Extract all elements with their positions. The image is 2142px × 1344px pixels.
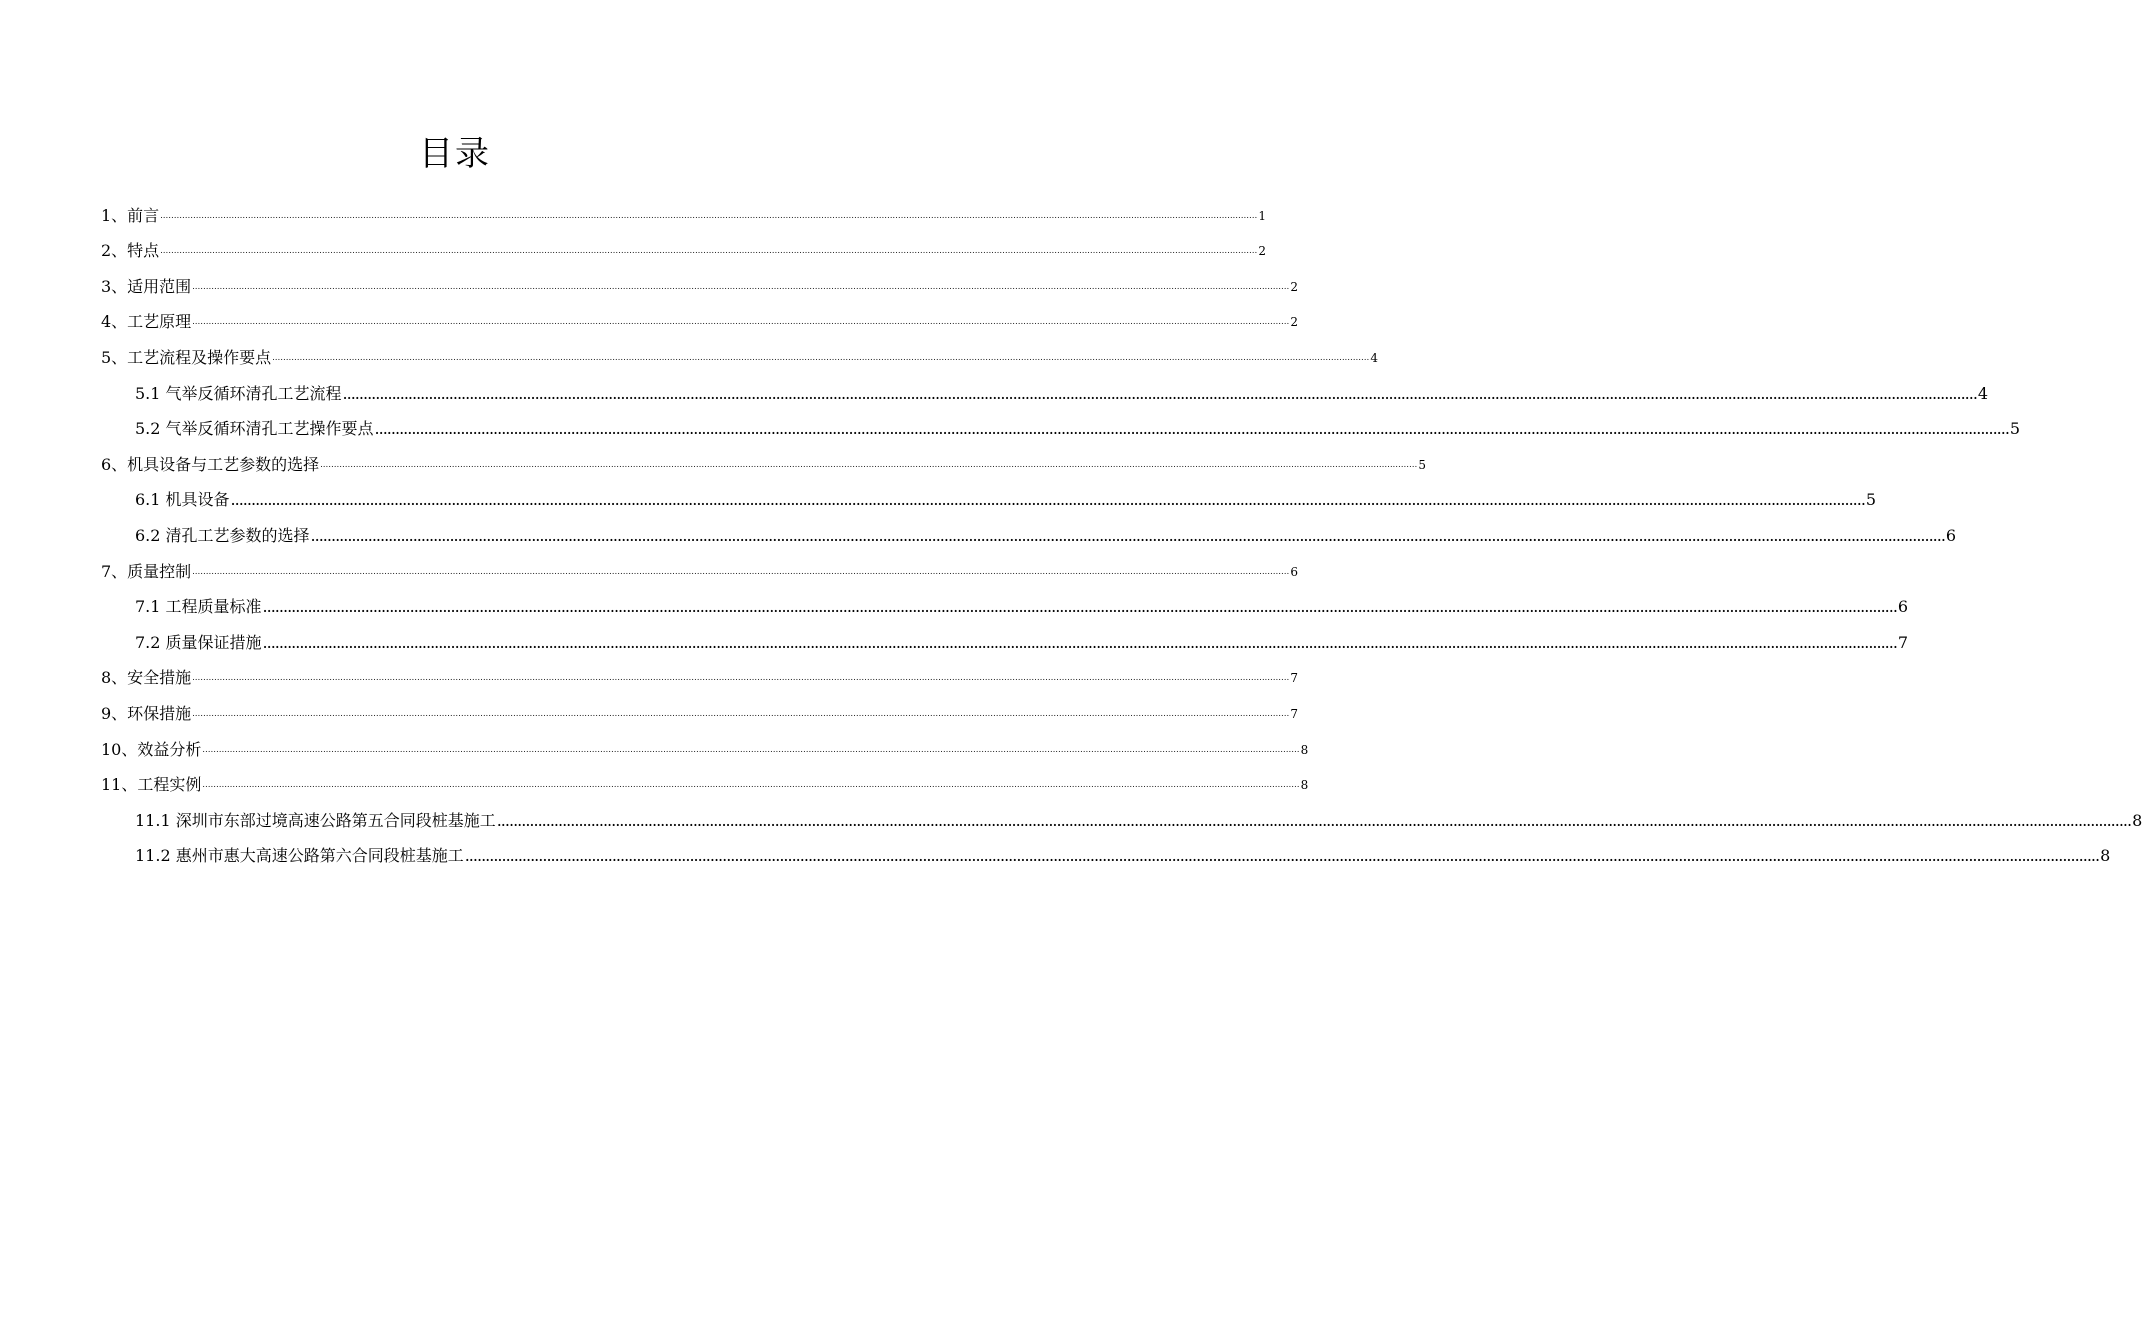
toc-page-number: 8 [1300, 742, 1309, 757]
toc-entry-2[interactable] [101, 226, 1267, 262]
toc-entry-label: 6.2 清孔工艺参数的选择 [135, 525, 310, 545]
toc-dot-leader: ................................................................................................................................................................................................................................................................................................................................................................................................................ [192, 281, 1290, 291]
toc-dot-leader: ................................................................................................................................................................................................................................................................................................................................................................................................................ [262, 597, 1897, 617]
toc-entry-label: 11.1 深圳市东部过境高速公路第五合同段桩基施工 [135, 810, 496, 830]
toc-dot-leader: ................................................................................................................................................................................................................................................................................................................................................................................................................ [496, 810, 2132, 830]
toc-entry-5-1[interactable] [101, 368, 1989, 404]
toc-dot-leader: ................................................................................................................................................................................................................................................................................................................................................................................................................ [230, 490, 1865, 510]
toc-entry-7-1[interactable] [101, 582, 1909, 618]
toc-dot-leader: ................................................................................................................................................................................................................................................................................................................................................................................................................ [342, 383, 1977, 403]
toc-page-number: 7 [1290, 706, 1299, 721]
toc-entry-label: 5.2 气举反循环清孔工艺操作要点 [135, 419, 374, 439]
toc-page-number: 2 [1258, 244, 1267, 259]
toc-dot-leader: ................................................................................................................................................................................................................................................................................................................................................................................................................ [272, 352, 1370, 362]
toc-page-number: 8 [1300, 778, 1309, 793]
toc-dot-leader: ................................................................................................................................................................................................................................................................................................................................................................................................................ [464, 846, 2100, 866]
toc-entry-label: 6、机具设备与工艺参数的选择 [101, 454, 320, 474]
toc-page-number: 1 [1258, 208, 1267, 223]
toc-entry-label: 1、前言 [101, 205, 160, 225]
toc-entry-label: 5.1 气举反循环清孔工艺流程 [135, 383, 342, 403]
toc-dot-leader: ................................................................................................................................................................................................................................................................................................................................................................................................................ [262, 632, 1897, 652]
toc-entry-5[interactable] [101, 332, 1379, 368]
toc-entry-label: 7.2 质量保证措施 [135, 632, 262, 652]
toc-dot-leader: ................................................................................................................................................................................................................................................................................................................................................................................................................ [192, 708, 1290, 718]
toc-entry-8[interactable] [101, 653, 1299, 689]
toc-page-number: 7 [1897, 632, 1909, 652]
toc-entry-7-2[interactable] [101, 617, 1909, 653]
toc-page-number: 6 [1897, 597, 1909, 617]
toc-page-number: 2 [1290, 315, 1299, 330]
toc-dot-leader: ................................................................................................................................................................................................................................................................................................................................................................................................................ [310, 525, 1945, 545]
toc-dot-leader: ................................................................................................................................................................................................................................................................................................................................................................................................................ [160, 246, 1258, 256]
toc-page-number: 2 [1290, 279, 1299, 294]
toc-entry-label: 5、工艺流程及操作要点 [101, 347, 272, 367]
toc-page-number: 7 [1290, 671, 1299, 686]
toc-page-number: 8 [2100, 846, 2111, 866]
toc-dot-leader: ................................................................................................................................................................................................................................................................................................................................................................................................................ [320, 459, 1418, 469]
toc-page-number: 5 [1418, 457, 1427, 472]
toc-dot-leader: ................................................................................................................................................................................................................................................................................................................................................................................................................ [160, 210, 1258, 220]
toc-dot-leader: ................................................................................................................................................................................................................................................................................................................................................................................................................ [192, 673, 1290, 683]
toc-dot-leader: ................................................................................................................................................................................................................................................................................................................................................................................................................ [192, 566, 1290, 576]
toc-entry-5-2[interactable] [101, 404, 2021, 440]
toc-dot-leader: ................................................................................................................................................................................................................................................................................................................................................................................................................ [374, 419, 2009, 439]
toc-entry-10[interactable] [101, 724, 1309, 760]
toc-entry-label: 11、工程实例 [101, 775, 202, 795]
toc-page-number: 5 [1865, 490, 1877, 510]
toc-dot-leader: ................................................................................................................................................................................................................................................................................................................................................................................................................ [202, 744, 1300, 754]
toc-list [101, 190, 2142, 866]
toc-entry-7[interactable] [101, 546, 1299, 582]
toc-page-number: 6 [1945, 525, 1957, 545]
toc-entry-11[interactable] [101, 760, 1309, 796]
toc-page-number: 6 [1290, 564, 1299, 579]
toc-entry-label: 11.2 惠州市惠大高速公路第六合同段桩基施工 [135, 846, 464, 866]
toc-entry-1[interactable] [101, 190, 1267, 226]
toc-entry-6-2[interactable] [101, 510, 1957, 546]
toc-page-number: 8 [2132, 810, 2142, 830]
toc-title: 目录 [419, 134, 491, 174]
toc-entry-label: 3、适用范围 [101, 276, 192, 296]
toc-entry-label: 6.1 机具设备 [135, 490, 230, 510]
toc-entry-6-1[interactable] [101, 475, 1877, 511]
toc-entry-9[interactable] [101, 688, 1299, 724]
toc-entry-label: 10、效益分析 [101, 739, 202, 759]
toc-page-number: 4 [1977, 383, 1989, 403]
toc-entry-4[interactable] [101, 297, 1299, 333]
toc-entry-label: 9、环保措施 [101, 703, 192, 723]
toc-dot-leader: ................................................................................................................................................................................................................................................................................................................................................................................................................ [192, 317, 1290, 327]
toc-entry-6[interactable] [101, 439, 1427, 475]
toc-entry-3[interactable] [101, 261, 1299, 297]
toc-entry-11-1[interactable] [101, 795, 2142, 831]
toc-page-number: 5 [2009, 419, 2021, 439]
toc-entry-label: 7、质量控制 [101, 561, 192, 581]
toc-entry-label: 7.1 工程质量标准 [135, 597, 262, 617]
toc-dot-leader: ................................................................................................................................................................................................................................................................................................................................................................................................................ [202, 780, 1300, 790]
toc-entry-label: 4、工艺原理 [101, 312, 192, 332]
toc-page-number: 4 [1370, 350, 1379, 365]
toc-entry-label: 8、安全措施 [101, 668, 192, 688]
toc-entry-11-2[interactable] [101, 831, 2111, 867]
toc-entry-label: 2、特点 [101, 241, 160, 261]
